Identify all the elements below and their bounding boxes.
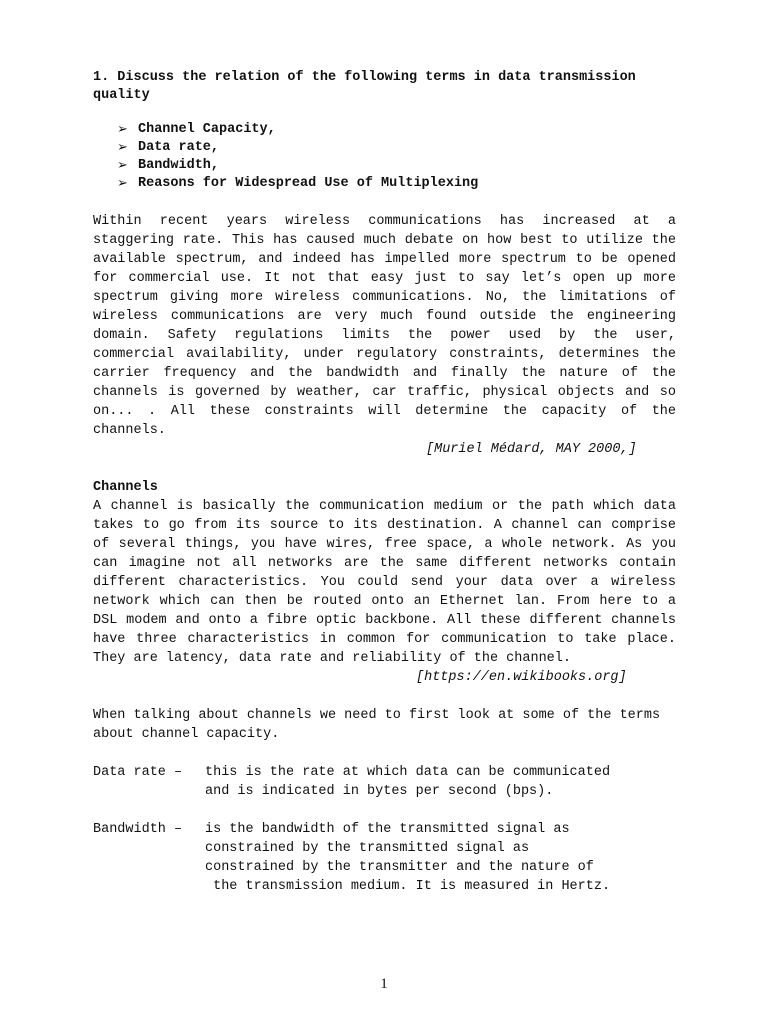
topic-label: Channel Capacity, (138, 122, 276, 137)
arrowhead-bullet-icon: ➢ (117, 140, 128, 155)
topic-list-item (117, 139, 676, 157)
question-heading: 1. Discuss the relation of the following terms in data transmission quality (93, 70, 636, 103)
definition-text (205, 763, 676, 801)
definition-line: the transmission medium. It is measured in Hertz. (205, 879, 611, 894)
channels-citation: [https://en.wikibooks.org] (416, 670, 627, 685)
topic-label: Bandwidth, (138, 158, 220, 173)
definition-data-rate (93, 763, 676, 801)
definition-bandwidth (93, 820, 676, 896)
page-number: 1 (380, 976, 388, 992)
intro-citation: [Muriel Médard, MAY 2000,] (426, 442, 637, 457)
topic-list-item (117, 121, 676, 139)
topic-label: Reasons for Widespread Use of Multiplexing (138, 176, 479, 191)
definition-line: is the bandwidth of the transmitted signal as (205, 822, 570, 837)
intro-paragraph: Within recent years wireless communications has increased at a staggering rate. This has caused much debate on how best to utilize the available spectrum, and indeed has impelled more spectrum to be opened for commercial use. It not that easy just to say let’s open up more spectrum giving more wireless communications. No, the limitations of wireless communications are very much found outside the engineering domain. Safety regulations limits the power used by the user, commercial availability, under regulatory constraints, determines the carrier frequency and the bandwidth and finally the nature of the channels is governed by weather, car traffic, physical objects and so on... . All these constraints will determine the capacity of the channels. (93, 214, 676, 438)
definition-list (93, 763, 676, 896)
topic-list-item (117, 157, 676, 175)
arrowhead-bullet-icon: ➢ (117, 176, 128, 191)
definition-term: Bandwidth – (93, 822, 183, 837)
arrowhead-bullet-icon: ➢ (117, 158, 128, 173)
definition-line: this is the rate at which data can be communicated (205, 765, 611, 780)
definition-line: constrained by the transmitted signal as (205, 841, 530, 856)
arrowhead-bullet-icon: ➢ (117, 122, 128, 137)
page-content (93, 69, 676, 896)
definition-line: and is indicated in bytes per second (bps). (205, 784, 554, 799)
definition-line: constrained by the transmitter and the nature of (205, 860, 594, 875)
definition-term: Data rate – (93, 765, 183, 780)
topic-label: Data rate, (138, 140, 220, 155)
definition-text (205, 820, 676, 896)
topic-list (93, 121, 676, 193)
capacity-intro-paragraph: When talking about channels we need to first look at some of the terms about channel capacity. (93, 708, 661, 742)
channels-section-title: Channels (93, 480, 158, 495)
topic-list-item (117, 175, 676, 193)
channels-paragraph: A channel is basically the communication medium or the path which data takes to go from its source to its destination. A channel can comprise of several things, you have wires, free space, a whole network. As you can imagine not all networks are the same different networks contain different characteristics. You could send your data over a wireless network which can then be routed onto an Ethernet lan. From here to a DSL modem and onto a fibre optic backbone. All these different channels have three characteristics in common for communication to take place. They are latency, data rate and reliability of the channel. (93, 499, 676, 666)
